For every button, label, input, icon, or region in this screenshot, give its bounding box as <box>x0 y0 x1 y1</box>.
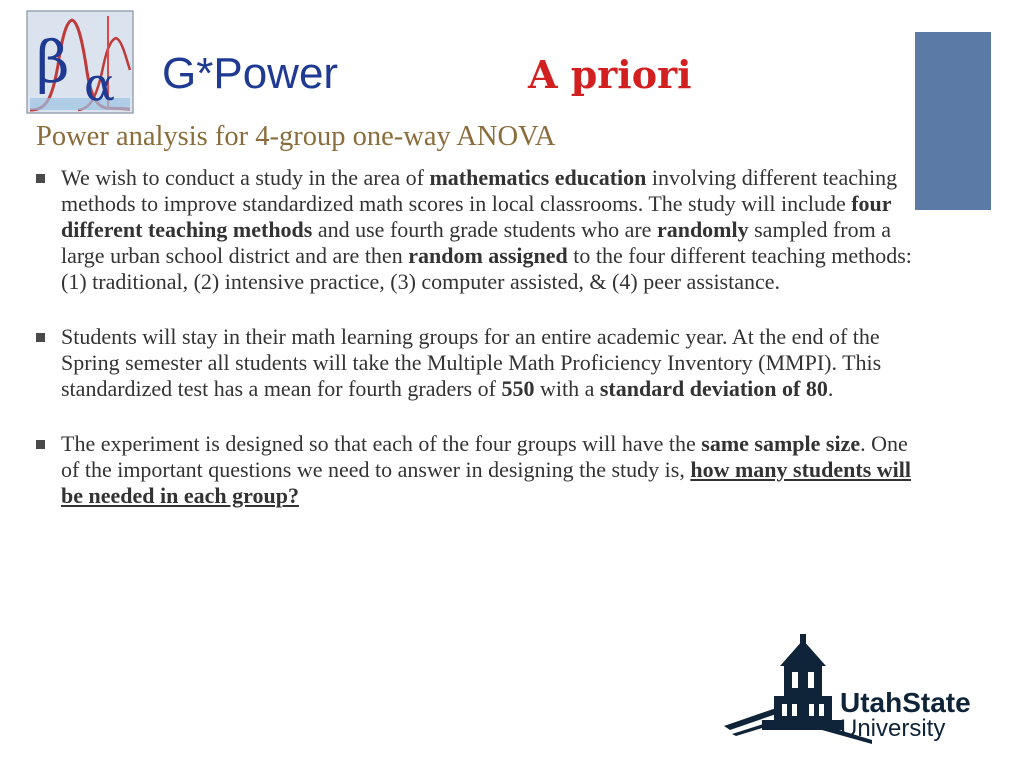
gpower-logo <box>26 10 134 114</box>
emphasis: random assigned <box>408 243 568 268</box>
bullet-list <box>36 165 916 509</box>
alpha-glyph: α <box>84 57 116 111</box>
key-question: how many students will be needed in each group? <box>61 457 911 508</box>
emphasis: four different teaching methods <box>61 191 892 242</box>
university-name-line2: University <box>840 715 946 742</box>
university-name-line1: UtahState <box>840 687 971 718</box>
bullet-marker-icon <box>36 333 45 342</box>
emphasis: same sample size <box>701 431 861 456</box>
emphasis: mathematics education <box>429 165 647 190</box>
bullet-marker-icon <box>36 174 45 183</box>
accent-bar <box>915 32 991 210</box>
emphasis: standard deviation of 80 <box>599 376 828 401</box>
emphasis: 550 <box>501 376 535 401</box>
analysis-mode-label: A priori <box>528 52 692 97</box>
bullet-item: We wish to conduct a study in the area of mathematics education involving different teaching methods to improve standardized math scores in local classrooms. The study will include four different teaching methods and use fourth grade students who are randomly sampled from a large urban school district and are then random assigned to the four different teaching methods: (1) traditional, (2) intensive practice, (3) computer assisted, & (4) peer assistance. <box>36 165 916 295</box>
utah-state-university-logo <box>722 634 992 746</box>
bullet-item: Students will stay in their math learning groups for an entire academic year. At the end of the Spring semester all students will take the Multiple Math Proficiency Inventory (MMPI). This standardized test has a mean for fourth graders of 550 with a standard deviation of 80. <box>36 324 916 402</box>
beta-glyph: β <box>36 28 70 96</box>
bullet-item: The experiment is designed so that each of the four groups will have the same sample size. One of the important questions we need to answer in designing the study is, how many students will be needed in each group? <box>36 431 916 509</box>
bullet-marker-icon <box>36 440 45 449</box>
app-title: G*Power <box>162 49 339 98</box>
emphasis: randomly <box>656 217 749 242</box>
slide-subtitle: Power analysis for 4-group one-way ANOVA <box>36 121 556 152</box>
